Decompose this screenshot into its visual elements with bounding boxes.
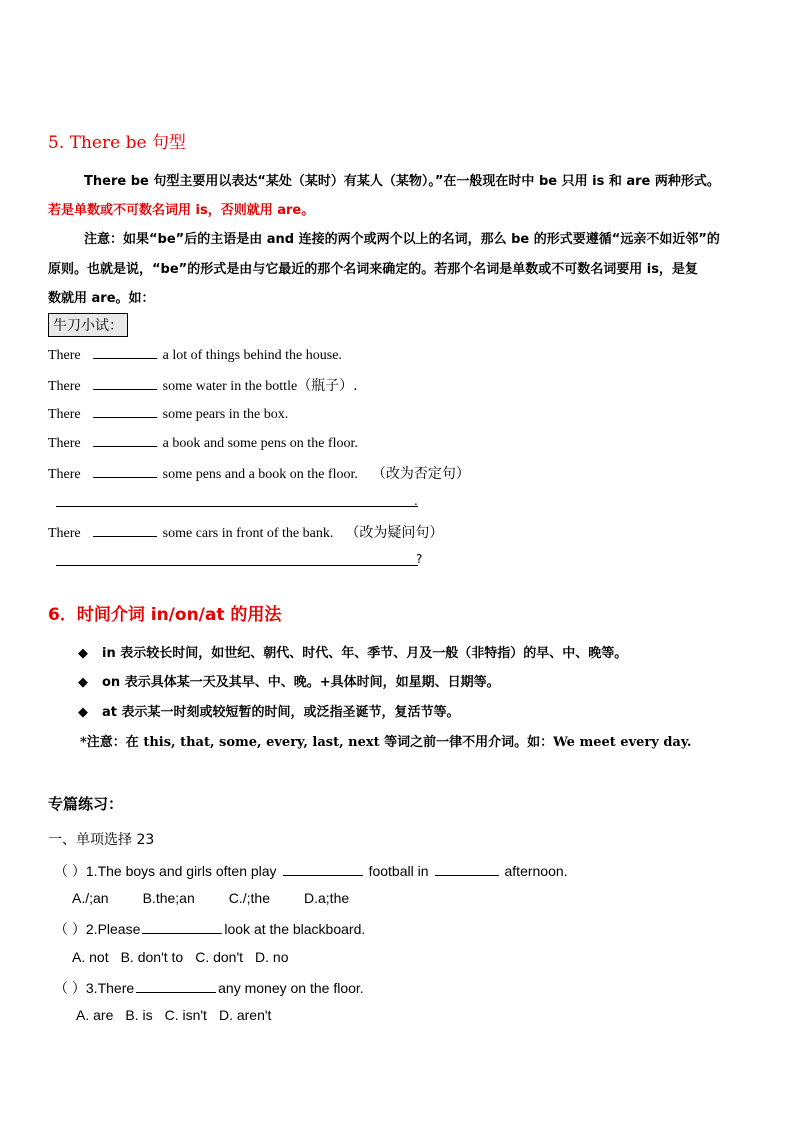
exercise-text: some cars in front of the bank. xyxy=(162,526,334,541)
fill-blank[interactable] xyxy=(93,377,157,390)
answer-line[interactable] xyxy=(56,565,418,566)
option[interactable]: C. isn't xyxy=(164,1007,207,1023)
exercise-start: There xyxy=(48,526,81,541)
question-text: 3.There xyxy=(85,980,135,996)
answer-parenthesis[interactable]: （ ） xyxy=(54,921,86,937)
fill-blank[interactable] xyxy=(93,524,157,537)
option[interactable]: D. no xyxy=(255,949,289,965)
bullet-text: at 表示某一时刻或较短暂的时间，或泛指圣诞节，复活节等。 xyxy=(102,705,460,720)
diamond-bullet-icon: ◆ xyxy=(78,705,88,720)
practice-title: 专篇练习： xyxy=(48,795,124,813)
try-it-label: 牛刀小试： xyxy=(48,313,128,337)
answer-parenthesis[interactable]: （ ） xyxy=(54,863,86,879)
option[interactable]: B.the;an xyxy=(142,890,195,906)
bullet-item xyxy=(78,642,627,661)
exercise-start: There xyxy=(48,467,81,482)
question-3 xyxy=(54,978,364,998)
fill-blank[interactable] xyxy=(93,434,157,447)
answer-parenthesis[interactable]: （ ） xyxy=(54,980,86,996)
option[interactable]: B. don't to xyxy=(120,949,184,965)
question-text: 2.Please xyxy=(85,921,141,937)
exercise-text: some water in the bottle xyxy=(162,379,298,394)
exercise-start: There xyxy=(48,379,81,394)
question-text: any money on the floor. xyxy=(218,980,364,996)
exercise-text: a lot of things behind the house. xyxy=(162,348,342,363)
fill-blank[interactable] xyxy=(283,863,363,876)
bullet-text: in 表示较长时间，如世纪、朝代、时代、年、季节、月及一般（非特指）的早、中、晚等。 xyxy=(102,646,628,661)
exercise-start: There xyxy=(48,348,81,363)
answer-line[interactable] xyxy=(56,506,418,507)
exercise-text: some pens and a book on the floor. xyxy=(162,467,358,482)
section-5-note-line-3: 数就用 are。如： xyxy=(48,291,155,306)
question-text: afternoon. xyxy=(504,863,568,879)
practice-subtitle: 一、单项选择 23 xyxy=(48,832,155,848)
question-2 xyxy=(54,919,365,939)
fill-blank[interactable] xyxy=(136,980,216,993)
option[interactable]: A. not xyxy=(72,949,109,965)
option[interactable]: C. don't xyxy=(195,949,244,965)
exercise-line xyxy=(48,405,288,423)
exercise-start: There xyxy=(48,436,81,451)
exercise-note: （瓶子）. xyxy=(297,378,358,394)
question-text: football in xyxy=(368,863,429,879)
bullet-item xyxy=(78,671,500,690)
question-1-options xyxy=(72,890,349,906)
fill-blank[interactable] xyxy=(435,863,499,876)
exercise-line xyxy=(48,522,443,542)
bullet-text: on 表示具体某一天及其早、中、晚。+具体时间，如星期、日期等。 xyxy=(102,675,500,690)
option[interactable]: D.a;the xyxy=(304,890,350,906)
question-3-options xyxy=(76,1007,271,1023)
diamond-bullet-icon: ◆ xyxy=(78,675,88,690)
exercise-note: （改为否定句） xyxy=(371,466,470,482)
question-1 xyxy=(54,861,568,881)
bullet-item xyxy=(78,701,460,720)
section-5-note-line-1: 注意：如果“be”后的主语是由 and 连接的两个或两个以上的名词，那么 be 的形式要遵循“远亲不如近邻”的 xyxy=(84,232,720,247)
fill-blank[interactable] xyxy=(93,465,157,478)
exercise-start: There xyxy=(48,407,81,422)
exercise-note: （改为疑问句） xyxy=(345,525,444,541)
question-text: 1.The boys and girls often play xyxy=(85,863,277,879)
fill-blank[interactable] xyxy=(93,346,157,359)
option[interactable]: B. is xyxy=(125,1007,153,1023)
answer-line-end: . xyxy=(414,494,418,508)
exercise-text: a book and some pens on the floor. xyxy=(162,436,358,451)
exercise-line xyxy=(48,463,470,483)
fill-blank[interactable] xyxy=(93,405,157,418)
section-6-title: 6．时间介词 in/on/at 的用法 xyxy=(48,605,282,625)
option[interactable]: C./;the xyxy=(228,890,270,906)
option[interactable]: A. are xyxy=(76,1007,114,1023)
section-5-paragraph: There be 句型主要用以表达“某处（某时）有某人（某物）。”在一般现在时中 be 只用 is 和 are 两种形式。 xyxy=(84,174,720,189)
exercise-line xyxy=(48,375,358,395)
question-text: look at the blackboard. xyxy=(224,921,366,937)
option[interactable]: D. aren't xyxy=(218,1007,272,1023)
option[interactable]: A./;an xyxy=(72,890,109,906)
section-5-rule-highlight: 若是单数或不可数名词用 is，否则就用 are。 xyxy=(48,203,315,218)
answer-line-end: ? xyxy=(416,552,423,566)
fill-blank[interactable] xyxy=(142,921,222,934)
section-5-note-line-2: 原则。也就是说，“be”的形式是由与它最近的那个名词来确定的。若那个名词是单数或不可数名词要用 is，是复 xyxy=(48,262,698,277)
diamond-bullet-icon: ◆ xyxy=(78,646,88,661)
question-2-options xyxy=(72,949,288,965)
section-6-note: *注意：在 this, that, some, every, last, next 等词之前一律不用介词。如：We meet every day. xyxy=(80,735,692,750)
exercise-line xyxy=(48,434,358,452)
section-5-title: 5. There be 句型 xyxy=(48,133,186,153)
exercise-text: some pears in the box. xyxy=(162,407,289,422)
exercise-line xyxy=(48,346,342,364)
